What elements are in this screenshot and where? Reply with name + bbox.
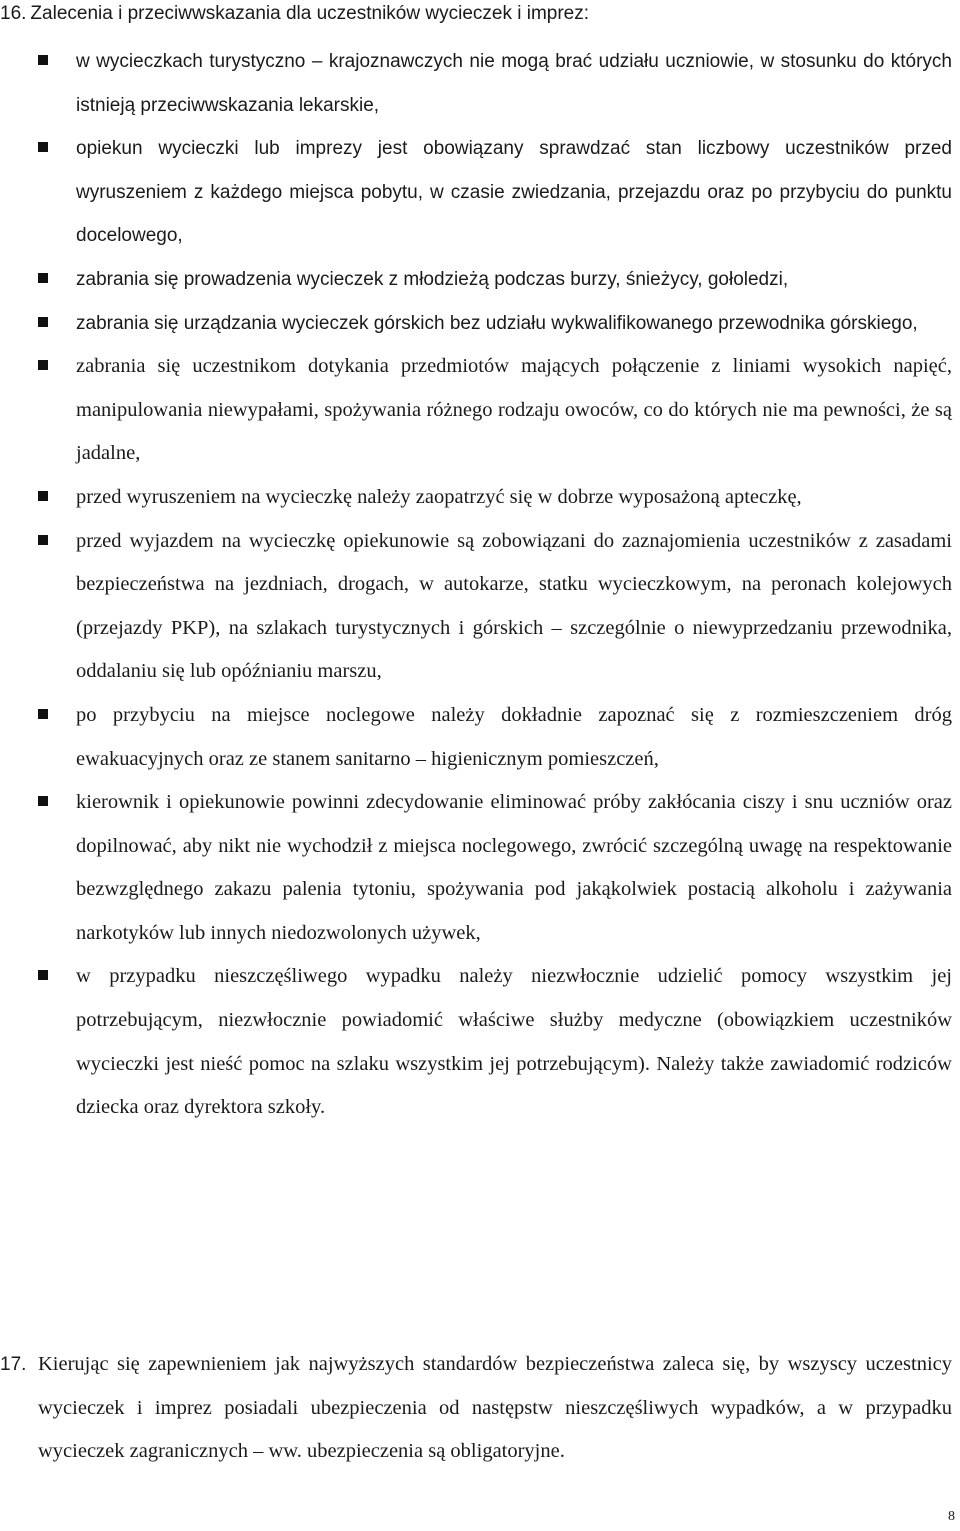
- list-item-text: kierownik i opiekunowie powinni zdecydowanie eliminować próby zakłócania ciszy i snu uczniów oraz dopilnować, aby nikt nie wychodził z miejsca noclegowego, zwrócić szczególną uwagę na respektowanie bezwzględnego zakazu palenia tytoniu, spożywania pod jakąkolwiek postacią alkoholu i zażywania narkotyków lub innych niedozwolonych używek,: [76, 791, 952, 944]
- list-item-text: zabrania się prowadzenia wycieczek z młodzieżą podczas burzy, śnieżycy, gołoledzi,: [76, 268, 789, 290]
- list-item-text: zabrania się uczestnikom dotykania przedmiotów mających połączenie z liniami wysokich napięć, manipulowania niewypałami, spożywania różnego rodzaju owoców, co do których nie ma pewności, że są jadalne,: [76, 355, 952, 465]
- square-bullet-icon: [38, 535, 48, 545]
- square-bullet-icon: [38, 142, 48, 152]
- list-item: [0, 520, 960, 694]
- page-number: 8: [948, 1509, 955, 1524]
- list-item-text: przed wyruszeniem na wycieczkę należy zaopatrzyć się w dobrze wyposażoną apteczkę,: [76, 485, 802, 508]
- square-bullet-icon: [38, 970, 48, 980]
- list-item: [0, 127, 960, 258]
- list-item: [0, 955, 960, 1129]
- section-17-text: Kierując się zapewnieniem jak najwyższych standardów bezpieczeństwa zaleca się, by wszyscy uczestnicy wycieczek i imprez posiadali ubezpieczenia od następstw nieszczęśliwych wypadków, a w przypadku wycieczek zagranicznych – ww. ubezpieczenia są obligatoryjne.: [38, 1353, 952, 1463]
- section-16-title: Zalecenia i przeciwwskazania dla uczestników wycieczek i imprez:: [30, 3, 590, 24]
- list-item-text: w przypadku nieszczęśliwego wypadku należy niezwłocznie udzielić pomocy wszystkim jej potrzebującym, niezwłocznie powiadomić właściwe służby medyczne (obowiązkiem uczestników wycieczki jest nieść pomoc na szlaku wszystkim jej potrzebującym). Należy także zawiadomić rodziców dziecka oraz dyrektora szkoły.: [76, 965, 952, 1119]
- section-16-bullet-list: [0, 40, 960, 1130]
- section-17: [0, 1343, 960, 1474]
- section-17-paragraph: [0, 1343, 960, 1474]
- square-bullet-icon: [38, 55, 48, 65]
- list-item: [0, 781, 960, 955]
- list-item: [0, 258, 960, 302]
- list-item-text: zabrania się urządzania wycieczek górskich bez udziału wykwalifikowanego przewodnika górskiego,: [76, 312, 918, 334]
- section-16-number: 16.: [0, 3, 27, 24]
- square-bullet-icon: [38, 317, 48, 327]
- list-item: [0, 302, 960, 346]
- square-bullet-icon: [38, 796, 48, 806]
- list-item-text: przed wyjazdem na wycieczkę opiekunowie są zobowiązani do zaznajomienia uczestników z zasadami bezpieczeństwa na jezdniach, drogach, w autokarze, statku wycieczkowym, na peronach kolejowych (przejazdy PKP), na szlakach turystycznych i górskich – szczególnie o niewyprzedzaniu przewodnika, oddalaniu się lub opóźnianiu marszu,: [76, 529, 952, 683]
- section-16-heading: [0, 0, 960, 28]
- square-bullet-icon: [38, 360, 48, 370]
- list-item-text: w wycieczkach turystyczno – krajoznawczych nie mogą brać udziału uczniowie, w stosunku do których istnieją przeciwwskazania lekarskie,: [76, 51, 952, 116]
- section-17-number: 17.: [0, 1354, 27, 1375]
- square-bullet-icon: [38, 709, 48, 719]
- list-item: [0, 694, 960, 781]
- square-bullet-icon: [38, 273, 48, 283]
- list-item-text: opiekun wycieczki lub imprezy jest obowiązany sprawdzać stan liczbowy uczestników przed wyruszeniem z każdego miejsca pobytu, w czasie zwiedzania, przejazdu oraz po przybyciu do punktu docelowego,: [76, 138, 952, 247]
- square-bullet-icon: [38, 491, 48, 501]
- list-item-text: po przybyciu na miejsce noclegowe należy dokładnie zapoznać się z rozmieszczeniem dróg ewakuacyjnych oraz ze stanem sanitarno – higienicznym pomieszczeń,: [76, 703, 952, 770]
- list-item: [0, 345, 960, 476]
- list-item: [0, 476, 960, 520]
- list-item: [0, 40, 960, 127]
